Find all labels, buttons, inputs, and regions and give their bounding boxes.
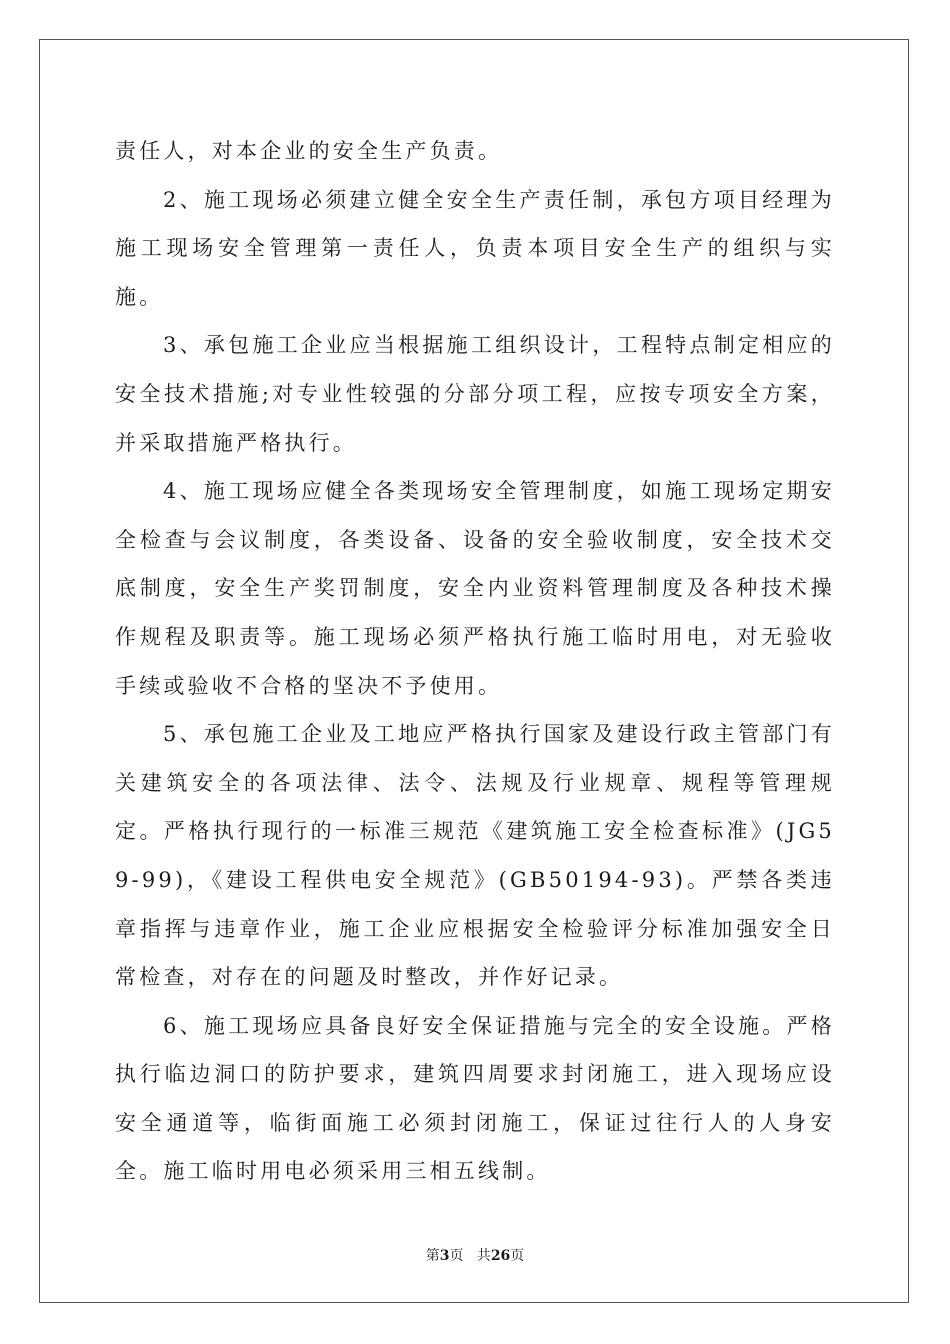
- page-footer: [0, 1245, 950, 1265]
- paragraph-6: 6、施工现场应具备良好安全保证措施与完全的安全设施。严格执行临边洞口的防护要求，建筑四周要求封闭施工，进入现场应设安全通道等，临街面施工必须封闭施工，保证过往行人的人身安全。施工临时用电必须采用三相五线制。: [115, 1013, 835, 1184]
- current-page-number: 3: [439, 1248, 450, 1264]
- footer-page-unit: 页: [449, 1248, 464, 1264]
- paragraph-5: 5、承包施工企业及工地应严格执行国家及建设行政主管部门有关建筑安全的各项法律、法令、法规及行业规章、规程等管理规定。严格执行现行的一标准三规范《建筑施工安全检查标准》(JG59-99)，《建设工程供电安全规范》(GB50194-93)。严禁各类违章指挥与违章作业，施工企业应根据安全检验评分标准加强安全日常检查，对存在的问题及时整改，并作好记录。: [115, 722, 835, 990]
- paragraph-2: 2、施工现场必须建立健全安全生产责任制，承包方项目经理为施工现场安全管理第一责任人，负责本项目安全生产的组织与实施。: [115, 187, 835, 309]
- total-pages-number: 26: [490, 1248, 511, 1264]
- document-body: [115, 127, 835, 1196]
- footer-prefix: 第: [425, 1248, 440, 1264]
- footer-separator: 共: [463, 1248, 491, 1264]
- paragraph-1: 责任人，对本企业的安全生产负责。: [115, 139, 503, 163]
- paragraph-3: 3、承包施工企业应当根据施工组织设计，工程特点制定相应的安全技术措施;对专业性较强的分部分项工程，应按专项安全方案，并采取措施严格执行。: [115, 333, 835, 455]
- paragraph-4: 4、施工现场应健全各类现场安全管理制度，如施工现场定期安全检查与会议制度，各类设备、设备的安全验收制度，安全技术交底制度，安全生产奖罚制度，安全内业资料管理制度及各种技术操作规程及职责等。施工现场必须严格执行施工临时用电，对无验收手续或验收不合格的坚决不予使用。: [115, 479, 835, 698]
- footer-suffix: 页: [510, 1248, 525, 1264]
